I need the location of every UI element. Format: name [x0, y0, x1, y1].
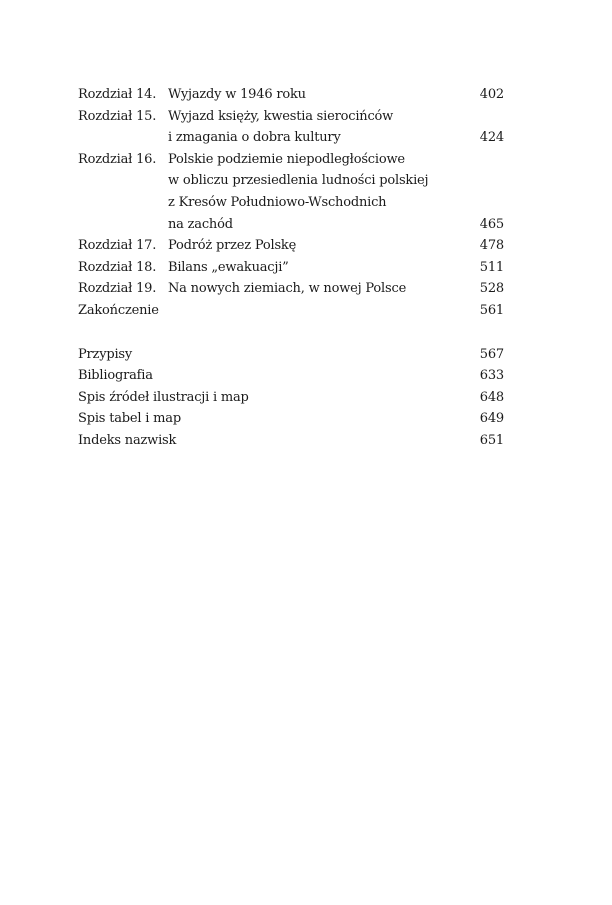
- page-number: 402: [479, 87, 504, 102]
- page-number: 424: [479, 130, 504, 146]
- section-title: Spis źródeł ilustracji i map: [78, 389, 249, 405]
- chapter-title: Wyjazdy w 1946 roku: [168, 87, 306, 102]
- page-number: 511: [479, 259, 504, 275]
- toc-entry-chapter-17: [78, 235, 504, 257]
- toc-entry-bibliography: [78, 365, 504, 387]
- toc-entry-chapter-14: [78, 84, 504, 106]
- page-number: 567: [479, 346, 504, 362]
- page-number: 633: [479, 368, 504, 384]
- toc-entry-name-index: [78, 430, 504, 452]
- chapter-label: Rozdział 18.: [78, 259, 157, 275]
- chapter-label: Rozdział 19.: [78, 281, 157, 297]
- section-gap: [78, 322, 504, 344]
- chapter-label: Rozdział 16.: [78, 151, 157, 167]
- toc-entry-illustration-sources: [78, 387, 504, 409]
- toc-entry-tables-maps: [78, 408, 504, 430]
- toc-entry-chapter-18: [78, 257, 504, 279]
- chapter-title: Wyjazd księży, kwestia sierocińców i zmagania o dobra kultury: [168, 108, 394, 146]
- toc-entry-chapter-16: [78, 149, 504, 235]
- toc-entry-chapter-15: [78, 106, 504, 149]
- page-number: 465: [479, 216, 504, 232]
- chapter-title: Polskie podziemie niepodległościowe w obliczu przesiedlenia ludności polskiej z Kresów Południowo-Wschodnich na zachód: [168, 151, 429, 232]
- page-number: 561: [479, 302, 504, 318]
- table-of-contents: [78, 84, 504, 452]
- toc-entry-chapter-19: [78, 278, 504, 300]
- toc-entry-ending: [78, 300, 504, 322]
- page-number: 528: [479, 281, 504, 297]
- section-title: Indeks nazwisk: [78, 432, 177, 448]
- section-title: Spis tabel i map: [78, 411, 181, 427]
- page-number: 649: [479, 411, 504, 427]
- chapter-title: Podróż przez Polskę: [168, 238, 297, 254]
- page-number: 478: [479, 238, 504, 254]
- page-number: 648: [479, 389, 504, 405]
- section-title: Bibliografia: [78, 368, 153, 384]
- page-number: 651: [479, 432, 504, 448]
- chapter-label: Rozdział 14.: [78, 87, 157, 102]
- chapter-title: Na nowych ziemiach, w nowej Polsce: [168, 281, 407, 297]
- toc-entry-notes: [78, 344, 504, 366]
- section-title: Zakończenie: [78, 302, 159, 318]
- chapter-label: Rozdział 17.: [78, 238, 157, 254]
- chapter-title: Bilans „ewakuacji”: [168, 259, 289, 275]
- section-title: Przypisy: [78, 346, 133, 362]
- chapter-label: Rozdział 15.: [78, 108, 157, 124]
